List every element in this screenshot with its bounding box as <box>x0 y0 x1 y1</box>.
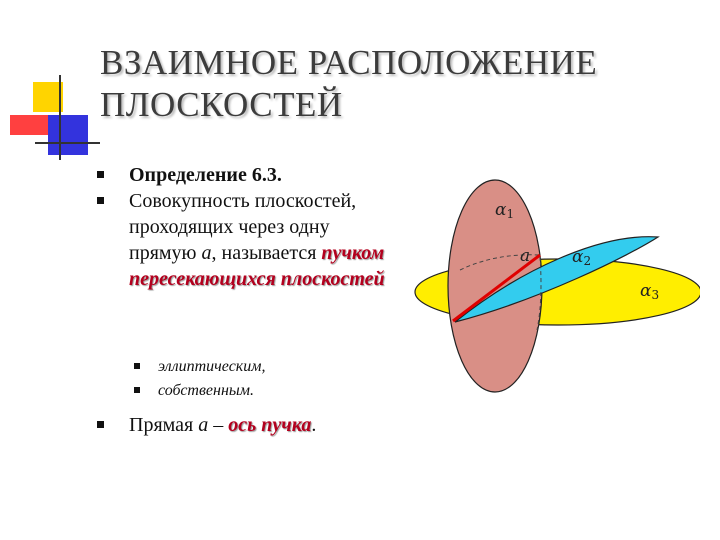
axis-term: ось пучка <box>228 414 312 436</box>
decorative-squares <box>0 0 110 170</box>
definition-label: Определение 6.3. <box>129 164 282 186</box>
label-alpha1: α1 <box>495 200 515 221</box>
bullet-description <box>95 188 395 292</box>
axis-end: . <box>311 414 317 436</box>
bullet-marker <box>97 197 104 204</box>
blue-square <box>48 115 88 155</box>
bullet-axis <box>95 412 316 438</box>
label-alpha3: α3 <box>640 281 660 302</box>
title-line-1: ВЗАИМНОЕ РАСПОЛОЖЕНИЕ <box>100 43 598 82</box>
red-square <box>10 115 52 135</box>
label-alpha2: α2 <box>572 247 592 268</box>
sub-bullet-elliptic <box>130 355 265 379</box>
bullet-definition <box>95 162 395 188</box>
axis-variable: a <box>198 414 209 436</box>
sub-bullet-proper <box>130 379 265 403</box>
bullet-axis-row <box>95 412 316 438</box>
title-line-2: ПЛОСКОСТЕЙ <box>100 85 343 124</box>
sub-item-text: эллиптическим, <box>158 358 266 375</box>
sub-item-text: собственным. <box>158 382 254 399</box>
axis-dash: – <box>208 414 229 436</box>
line-variable: a <box>201 242 212 264</box>
main-bullets <box>95 162 395 292</box>
highlighted-term: пучком пересекающихся плоскостей <box>129 242 385 290</box>
description-text: Совокупность плоскостей, проходящих через одну прямую <box>129 190 357 264</box>
bullet-marker <box>97 421 104 428</box>
sub-bullets <box>130 355 265 403</box>
slide-title <box>100 42 700 126</box>
bullet-marker <box>134 363 140 369</box>
planes-diagram <box>400 175 700 395</box>
bullet-marker <box>97 171 104 178</box>
bullet-marker <box>134 387 140 393</box>
axis-prefix: Прямая <box>129 414 199 436</box>
description-text-2: , называется <box>211 242 322 264</box>
yellow-square <box>33 82 63 112</box>
label-line-a: a <box>520 246 531 266</box>
